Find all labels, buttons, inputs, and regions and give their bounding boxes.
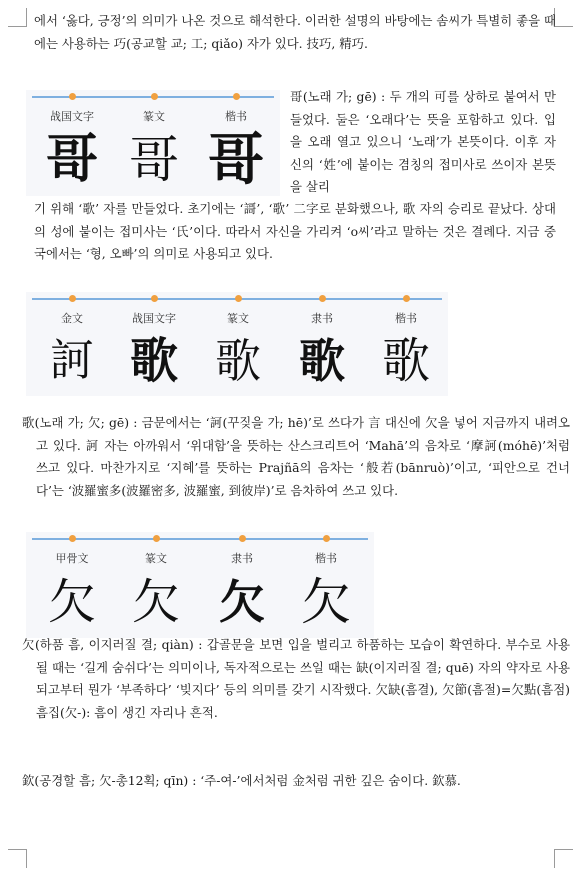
script-label: 隶书	[231, 552, 253, 565]
figure-ge-song-evolution	[26, 292, 448, 396]
qian-definition: 欠(하품 흠, 이지러질 결; qiàn) : 갑골문을 보면 입을 벌리고 하품하는 모습이 확연하다. 부수로 사용될 때는 ‘길게 숨쉬다’는 의미이나, 독자적으로는 쓰일 때는 缺(이지러질 결; quē) 자의 약자로 사용되고부터 뭔가 ‘부족하다’ ‘빚지다’ 등의 의미를 갖기 시작했다. 欠缺(흠결), 欠節(흠절)=欠點(흠점) 흠집(欠-): 흠이 생긴 자리나 흔적.	[22, 637, 570, 720]
glyph: 欠	[301, 573, 351, 631]
ge-definition-tail: 기 위해 ‘歌’ 자를 만들었다. 초기에는 ‘謌’, ‘歌’ 二字로 분화했으나, 歌 자의 승리로 끝났다. 상대의 성에 붙이는 접미사는 ‘氏’이다. 따라서 자신을 가리켜 ‘o씨’라고 말하는 것은 결례다. 지금 중국에서는 ‘형, 오빠’의 의미로 사용되고 있다.	[34, 201, 556, 262]
crop-mark-top-right	[554, 8, 573, 27]
figure-column	[282, 310, 362, 394]
timeline-marker	[233, 93, 240, 100]
glyph: 歌	[299, 334, 345, 388]
timeline-marker	[235, 295, 242, 302]
ge-definition-head: 哥(노래 가; gē) : 두 개의 可를 상하로 붙여서 만들었다. 둘은 ‘오래다’는 뜻을 포함하고 있다. 입을 오래 열고 있으니 ‘노래’가 본뜻이다. 이후 자신의 ‘姓’에 붙이는 겸칭의 접미사로 쓰이자 본뜻을 살리	[290, 89, 556, 195]
timeline-marker	[239, 535, 246, 542]
figure-ge-evolution	[26, 90, 280, 196]
glyph: 欠	[47, 574, 96, 630]
figure-column	[116, 550, 196, 636]
script-label: 金文	[61, 312, 83, 325]
figure-column	[202, 550, 282, 636]
figure-column	[32, 108, 112, 194]
crop-mark-top-left	[8, 8, 27, 27]
figure-column	[366, 310, 446, 394]
script-label: 篆文	[145, 552, 167, 565]
figure-column	[32, 550, 112, 636]
glyph: 哥	[45, 129, 98, 190]
figure-column	[32, 310, 112, 394]
timeline-marker	[153, 535, 160, 542]
timeline-marker	[69, 295, 76, 302]
script-label: 楷书	[395, 312, 417, 325]
glyph: 歌	[215, 334, 261, 388]
glyph: 欠	[131, 574, 180, 630]
glyph: 欠	[219, 575, 265, 629]
figure-column	[114, 310, 194, 394]
crop-mark-bottom-left	[8, 849, 27, 868]
script-label: 战国文字	[50, 110, 94, 123]
figure-column	[286, 550, 366, 636]
timeline-marker	[151, 93, 158, 100]
figure-column	[198, 310, 278, 394]
script-label: 战国文字	[132, 312, 176, 325]
figure-column	[114, 108, 194, 194]
glyph: 歌	[381, 333, 430, 389]
figure-qian-evolution	[26, 532, 374, 638]
intro-paragraph: 에서 ‘옳다, 긍정’의 의미가 나온 것으로 해석한다. 이러한 설명의 바탕에는 솜씨가 특별히 좋을 때에는 사용하는 巧(공교할 교; 工; qiǎo) 자가 있다. 技巧, 精巧.	[34, 13, 556, 51]
crop-mark-bottom-right	[554, 849, 573, 868]
figure-timeline	[32, 538, 368, 540]
figure-column	[196, 108, 276, 194]
timeline-marker	[319, 295, 326, 302]
glyph: 哥	[129, 131, 179, 189]
ge2-definition: 歌(노래 가; 欠; gē) : 금문에서는 ‘訶(꾸짖을 가; hē)’로 쓰다가 言 대신에 欠을 넣어 지금까지 내려오고 있다. 訶 자는 아까워서 ‘위대함’을 뜻하는 산스크리트어 ‘Mahā’의 음차로 ‘摩訶(móhē)’처럼 쓰고 있다. 마찬가지로 ‘지혜’를 뜻하는 Prajñā의 음차는 ‘般若(bānruò)’이고, ‘피안으로 건너다’는 ‘波羅蜜多(波羅密多, 波羅蜜, 到彼岸)’로 음차하여 쓰고 있다.	[22, 415, 570, 498]
qin-definition: 欽(공경할 흠; 欠-총12획; qīn) : ‘주-여-’에서처럼 金처럼 귀한 깊은 숨이다. 欽慕.	[22, 773, 461, 788]
script-label: 楷书	[315, 552, 337, 565]
timeline-marker	[403, 295, 410, 302]
glyph: 哥	[208, 127, 264, 193]
script-label: 楷书	[225, 110, 247, 123]
glyph: 訶	[50, 335, 94, 386]
script-label: 隶书	[311, 312, 333, 325]
script-label: 篆文	[227, 312, 249, 325]
timeline-marker	[69, 93, 76, 100]
timeline-marker	[151, 295, 158, 302]
script-label: 篆文	[143, 110, 165, 123]
glyph: 歌	[129, 333, 178, 389]
timeline-marker	[323, 535, 330, 542]
timeline-marker	[69, 535, 76, 542]
script-label: 甲骨文	[55, 552, 89, 565]
